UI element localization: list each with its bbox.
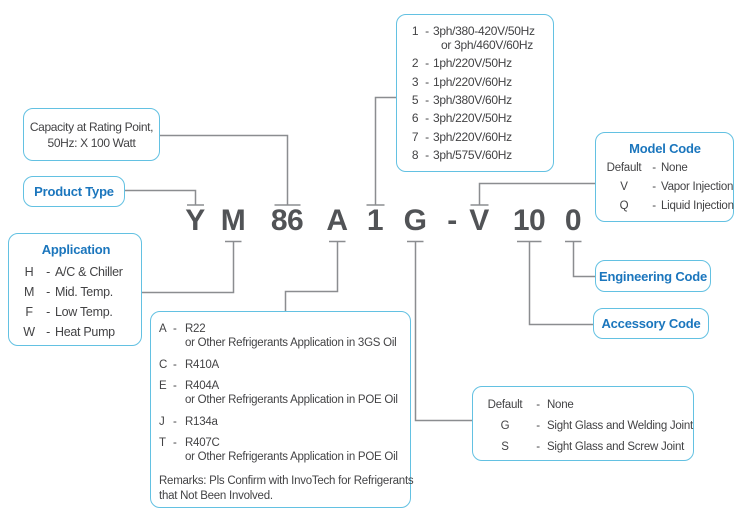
- dash-separator: -: [425, 92, 429, 107]
- dash-separator: -: [425, 74, 429, 89]
- sight-glass-desc: Sight Glass and Screw Joint: [547, 441, 685, 453]
- model-code-row: [601, 197, 734, 216]
- application-row: [17, 262, 135, 282]
- refrigerant-code: J: [159, 416, 165, 428]
- power-supply-row: [409, 75, 547, 89]
- application-box: [8, 233, 142, 346]
- model-char-product-type: Y: [185, 204, 205, 237]
- application-title: Application: [41, 242, 111, 257]
- model-code-title: Model Code: [629, 141, 701, 156]
- refrigerant-box: [150, 311, 414, 508]
- power-code: 8: [411, 147, 419, 162]
- power-code: 1: [411, 24, 419, 38]
- refrigerant-row: [159, 436, 406, 450]
- dash-separator: -: [425, 129, 429, 144]
- connector-A-to-refrigerant: [286, 242, 346, 312]
- model-char-power-supply: 1: [366, 204, 384, 237]
- connector-G-to-sightglass: [407, 242, 472, 421]
- refrigerant-name: R410A: [185, 359, 219, 371]
- connector-modelcode-to-V: [471, 184, 596, 206]
- dash-separator: -: [46, 305, 50, 319]
- power-desc: 3ph/220V/50Hz: [433, 111, 512, 126]
- power-supply-box: [396, 14, 554, 172]
- application-desc: Heat Pump: [55, 325, 115, 339]
- dash-separator: -: [652, 200, 656, 212]
- power-supply-row: [409, 130, 547, 144]
- dash-separator: -: [536, 420, 540, 432]
- dash-separator: -: [425, 56, 429, 71]
- refrigerant-row: [159, 358, 406, 372]
- sight-glass-row: [481, 416, 693, 437]
- sight-glass-desc: Sight Glass and Welding Joint: [547, 420, 693, 432]
- model-code-row: [601, 159, 729, 178]
- application-code: H: [24, 265, 34, 279]
- model-code-code: V: [620, 181, 628, 193]
- power-desc-line2: or 3ph/460V/60Hz: [441, 38, 533, 52]
- power-desc: 1ph/220V/60Hz: [433, 74, 512, 89]
- capacity-line1: Capacity at Rating Point,: [29, 119, 154, 134]
- model-char-model-code: V: [469, 204, 489, 237]
- power-supply-row: [409, 56, 547, 70]
- power-code: 6: [411, 111, 419, 126]
- refrigerant-name: R404A: [185, 380, 219, 392]
- accessory-code-box: [593, 308, 709, 339]
- sight-glass-row: [481, 395, 689, 416]
- refrigerant-note: or Other Refrigerants Application in POE Oil: [185, 394, 398, 406]
- application-code: F: [25, 305, 33, 319]
- power-code: 3: [411, 74, 419, 89]
- model-char-engineering-code: 0: [564, 204, 582, 237]
- power-desc: 3ph/380V/60Hz: [433, 92, 512, 107]
- model-code-desc: None: [661, 162, 688, 174]
- dash-separator: -: [173, 416, 177, 428]
- model-char-capacity: 86: [270, 204, 304, 237]
- application-row: [17, 302, 135, 322]
- power-code: 5: [411, 92, 419, 107]
- refrigerant-remarks-line2: that Not Been Involved.: [159, 490, 273, 502]
- dash-separator: -: [425, 24, 429, 38]
- connector-0-to-engineering: [565, 242, 595, 277]
- application-desc: A/C & Chiller: [55, 265, 123, 279]
- application-row: [17, 282, 135, 302]
- model-char-sight-glass: G: [403, 204, 427, 237]
- power-supply-row: [409, 111, 547, 125]
- refrigerant-name: R407C: [185, 437, 220, 449]
- model-code-code: Default: [606, 162, 642, 174]
- connector-M-to-application: [142, 242, 242, 293]
- refrigerant-remarks-line1: Remarks: Pls Confirm with InvoTech for Refrigerants: [159, 475, 414, 487]
- capacity-line2: 50Hz: X 100 Watt: [47, 135, 136, 150]
- refrigerant-note: or Other Refrigerants Application in 3GS Oil: [185, 337, 397, 349]
- dash-separator: -: [652, 162, 656, 174]
- dash-separator: -: [173, 323, 177, 335]
- refrigerant-row: [159, 322, 406, 336]
- model-char-application: M: [220, 204, 246, 237]
- power-desc: 3ph/575V/60Hz: [433, 147, 512, 162]
- sight-glass-desc: None: [547, 399, 574, 411]
- model-code-code: Q: [619, 200, 629, 212]
- connector-product-type-to-Y: [125, 191, 204, 206]
- model-code-box: [595, 132, 734, 222]
- engineering-code-label: Engineering Code: [598, 268, 708, 284]
- power-supply-row: [409, 93, 547, 107]
- engineering-code-box: [595, 260, 711, 292]
- application-code: W: [23, 325, 35, 339]
- refrigerant-row: [159, 415, 406, 429]
- application-code: M: [23, 285, 35, 299]
- refrigerant-code: E: [159, 380, 167, 392]
- power-desc: 1ph/220V/50Hz: [433, 56, 512, 71]
- sight-glass-code: G: [500, 420, 510, 432]
- dash-separator: -: [46, 285, 50, 299]
- dash-separator: -: [652, 181, 656, 193]
- refrigerant-name: R134a: [185, 416, 218, 428]
- refrigerant-row: [159, 379, 406, 393]
- product-type-label: Product Type: [34, 184, 114, 199]
- model-code-desc: Liquid Injection: [661, 200, 734, 212]
- sight-glass-code: S: [501, 441, 509, 453]
- dash-separator: -: [536, 441, 540, 453]
- power-desc: 3ph/220V/60Hz: [433, 129, 512, 144]
- refrigerant-code: C: [159, 359, 168, 371]
- product-type-box: [23, 176, 125, 207]
- power-code: 7: [411, 129, 419, 144]
- connector-power-to-1: [367, 98, 397, 206]
- model-code-row: [601, 178, 734, 197]
- model-char-hyphen: -: [447, 204, 457, 237]
- sight-glass-code: Default: [487, 399, 523, 411]
- connector-capacity-to-86: [160, 136, 301, 206]
- application-desc: Low Temp.: [55, 305, 113, 319]
- accessory-code-label: Accessory Code: [601, 316, 701, 331]
- connector-10-to-accessory: [517, 242, 593, 325]
- power-supply-row: [409, 24, 547, 38]
- model-char-accessory-code: 10: [512, 204, 546, 237]
- power-code: 2: [411, 56, 419, 71]
- model-char-refrigerant: A: [326, 204, 348, 237]
- sight-glass-box: [472, 386, 694, 461]
- dash-separator: -: [425, 111, 429, 126]
- application-desc: Mid. Temp.: [55, 285, 113, 299]
- dash-separator: -: [173, 437, 177, 449]
- refrigerant-code: A: [159, 323, 167, 335]
- refrigerant-note: or Other Refrigerants Application in POE Oil: [185, 451, 398, 463]
- power-supply-row: [409, 148, 547, 162]
- application-row: [17, 322, 135, 342]
- dash-separator: -: [173, 359, 177, 371]
- dash-separator: -: [46, 325, 50, 339]
- dash-separator: -: [536, 399, 540, 411]
- dash-separator: -: [46, 265, 50, 279]
- sight-glass-row: [481, 437, 689, 458]
- capacity-box: [23, 108, 160, 161]
- refrigerant-name: R22: [185, 323, 206, 335]
- dash-separator: -: [173, 380, 177, 392]
- refrigerant-code: T: [159, 437, 166, 449]
- power-desc: 3ph/380-420V/50Hz: [433, 24, 535, 38]
- model-code-desc: Vapor Injection: [661, 181, 734, 193]
- dash-separator: -: [425, 147, 429, 162]
